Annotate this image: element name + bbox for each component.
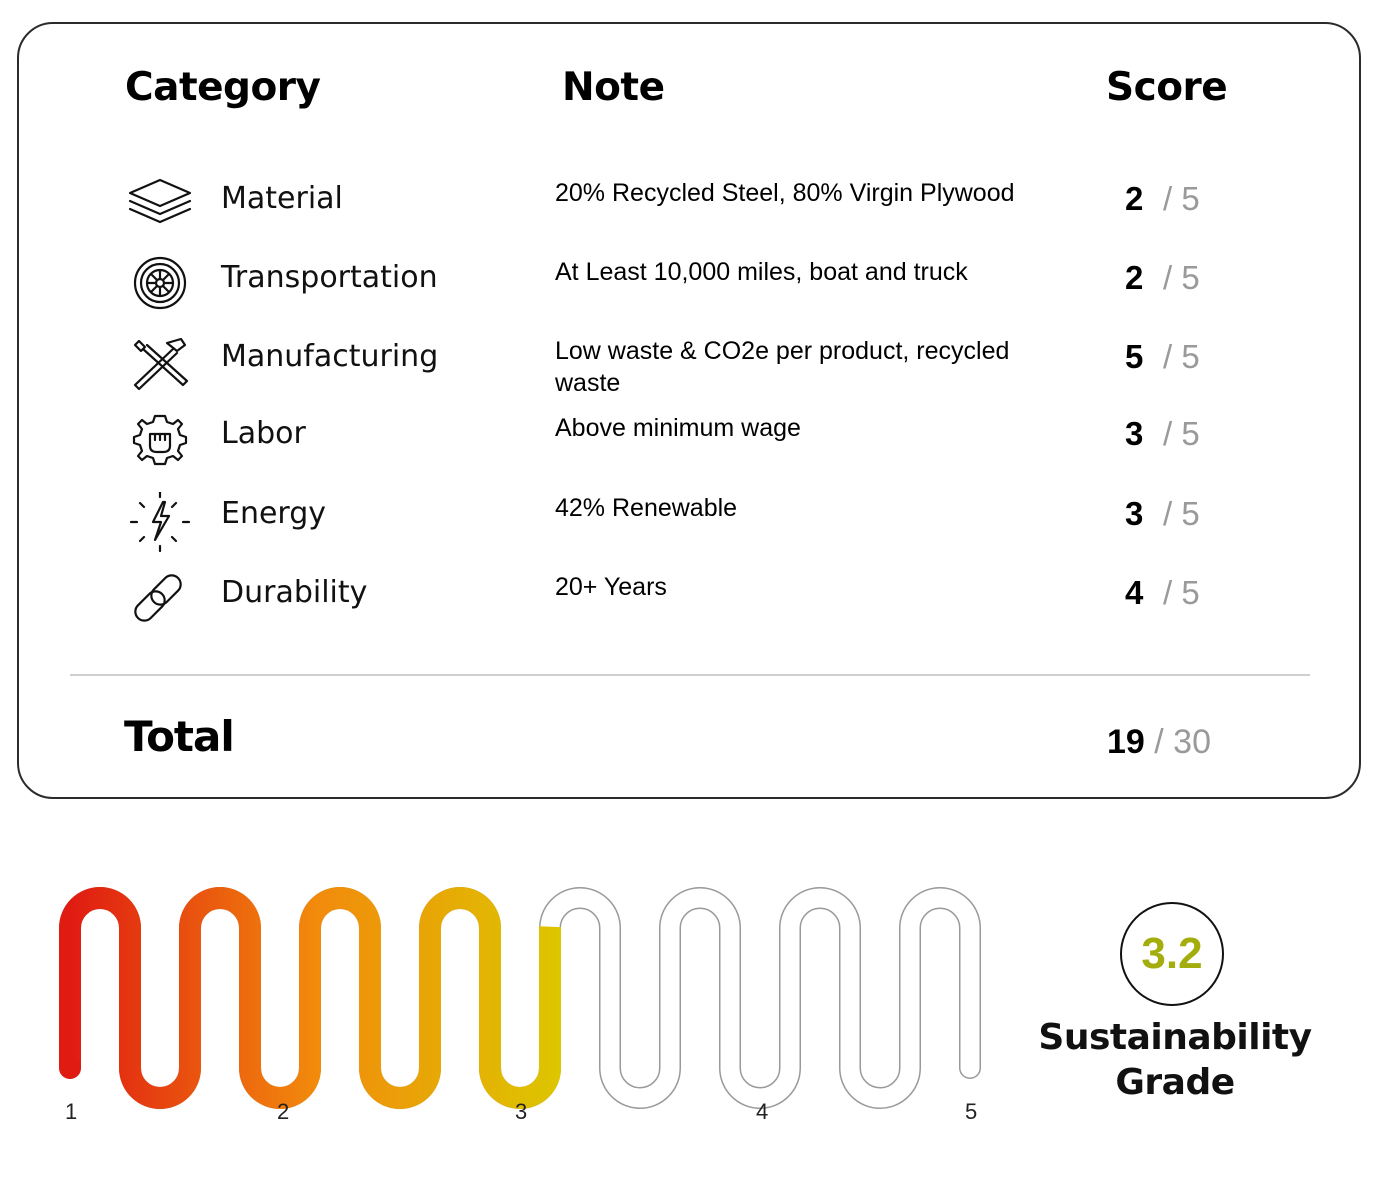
row-score bbox=[1125, 573, 1200, 613]
fist-gear-icon bbox=[127, 412, 193, 472]
grade-label bbox=[1030, 1015, 1320, 1105]
gauge-track bbox=[70, 898, 970, 1098]
note-text: 42% Renewable bbox=[555, 494, 738, 522]
total-label: Total bbox=[124, 712, 234, 761]
score-header: Score bbox=[1106, 65, 1228, 110]
score-value: 3 bbox=[1125, 495, 1144, 532]
table-row bbox=[0, 335, 1382, 405]
gauge-fill-cap bbox=[59, 1057, 81, 1079]
note-text: Above minimum wage bbox=[555, 414, 801, 442]
grade-label-line1: Sustainability bbox=[1038, 1017, 1312, 1058]
grade-value: 3.2 bbox=[1141, 929, 1203, 978]
category-label: Manufacturing bbox=[221, 339, 439, 374]
gauge-tick: 2 bbox=[277, 1099, 290, 1124]
score-max: / 5 bbox=[1163, 180, 1200, 217]
gauge-tick: 1 bbox=[65, 1099, 78, 1124]
row-score bbox=[1125, 258, 1200, 298]
category-label: Durability bbox=[221, 575, 368, 610]
layers-icon bbox=[127, 177, 193, 237]
table-row bbox=[0, 256, 1382, 326]
wrench-hammer-icon bbox=[127, 335, 193, 395]
category-label: Material bbox=[221, 181, 343, 216]
row-score bbox=[1125, 414, 1200, 454]
gauge-tick: 5 bbox=[965, 1099, 978, 1124]
gauge-fill bbox=[59, 898, 970, 1098]
table-row bbox=[0, 571, 1382, 641]
total-score bbox=[1107, 722, 1211, 762]
gauge-tick: 3 bbox=[515, 1099, 528, 1124]
gauge-track-outline bbox=[70, 898, 970, 1098]
total-value: 19 bbox=[1107, 723, 1145, 761]
score-max: / 5 bbox=[1163, 495, 1200, 532]
chain-link-icon bbox=[127, 571, 193, 631]
score-max: / 5 bbox=[1163, 574, 1200, 611]
gauge-tick: 4 bbox=[756, 1099, 769, 1124]
lightning-icon bbox=[127, 492, 193, 552]
divider bbox=[70, 674, 1310, 676]
score-card bbox=[17, 22, 1361, 799]
score-value: 4 bbox=[1125, 574, 1144, 611]
note-text: 20+ Years bbox=[555, 573, 667, 601]
note-text: Low waste & CO2e per product, recycled waste bbox=[555, 337, 1010, 397]
score-max: / 5 bbox=[1163, 338, 1200, 375]
score-value: 5 bbox=[1125, 338, 1144, 375]
tire-icon bbox=[127, 256, 193, 316]
table-row bbox=[0, 177, 1382, 247]
gauge-fill-path bbox=[70, 898, 970, 1098]
category-label: Labor bbox=[221, 416, 306, 451]
row-score bbox=[1125, 179, 1200, 219]
row-score bbox=[1125, 337, 1200, 377]
row-score bbox=[1125, 494, 1200, 534]
score-max: / 5 bbox=[1163, 415, 1200, 452]
score-value: 3 bbox=[1125, 415, 1144, 452]
category-header: Category bbox=[125, 65, 321, 110]
sustainability-gauge bbox=[40, 880, 1020, 1140]
score-value: 2 bbox=[1125, 259, 1144, 296]
category-label: Transportation bbox=[221, 260, 438, 295]
table-row bbox=[0, 492, 1382, 562]
note-text: At Least 10,000 miles, boat and truck bbox=[555, 258, 968, 286]
score-max: / 5 bbox=[1163, 259, 1200, 296]
note-text: 20% Recycled Steel, 80% Virgin Plywood bbox=[555, 179, 1015, 207]
category-label: Energy bbox=[221, 496, 327, 531]
total-max: / 30 bbox=[1154, 723, 1211, 761]
grade-badge bbox=[1120, 902, 1224, 1006]
table-row bbox=[0, 412, 1382, 482]
score-value: 2 bbox=[1125, 180, 1144, 217]
note-header: Note bbox=[562, 65, 665, 110]
grade-label-line2: Grade bbox=[1115, 1062, 1235, 1103]
gauge-track-inner bbox=[70, 898, 970, 1098]
